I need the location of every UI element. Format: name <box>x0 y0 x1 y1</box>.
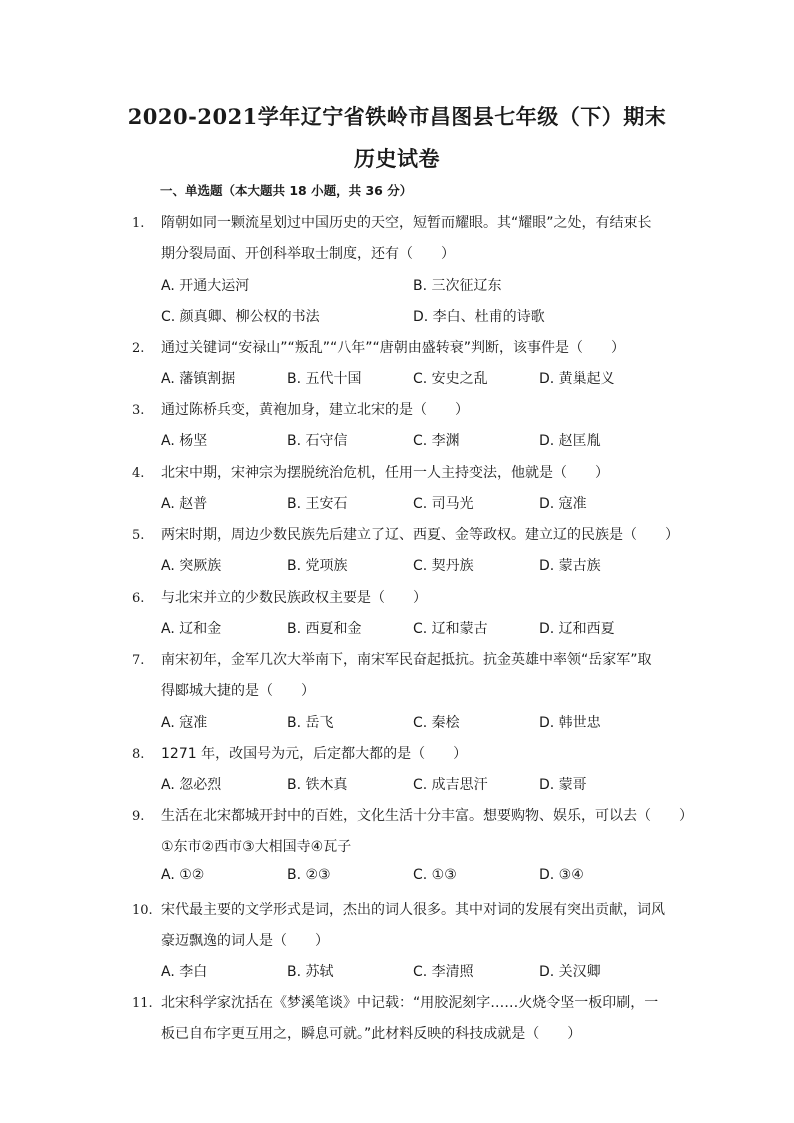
option-a: A. 藩镇割据 <box>161 371 236 387</box>
option-b: B. 王安石 <box>287 496 348 512</box>
question-text: 宋代最主要的文学形式是词，杰出的词人很多。其中对词的发展有突出贡献，词风 <box>161 902 665 918</box>
question-number: 4. <box>132 466 145 481</box>
question-text: 通过关键词“安禄山”“叛乱”“八年”“唐朝由盛转衰”判断，该事件是（ ） <box>161 340 626 356</box>
option-a: A. 突厥族 <box>161 558 222 574</box>
option-c: C. 颜真卿、柳公权的书法 <box>161 309 320 325</box>
question-number: 3. <box>132 403 145 418</box>
option-c: C. 契丹族 <box>413 558 474 574</box>
question-number: 2. <box>132 341 145 356</box>
question-number: 10. <box>132 903 153 918</box>
option-c: C. 辽和蒙古 <box>413 621 488 637</box>
option-b: B. 铁木真 <box>287 777 348 793</box>
question-text: 南宋初年，金军几次大举南下，南宋军民奋起抵抗。抗金英雄中率领“岳家军”取 <box>161 652 652 668</box>
question-number: 5. <box>132 528 145 543</box>
option-d: D. 赵匡胤 <box>539 433 601 449</box>
question-text: 北宋中期，宋神宗为摆脱统治危机，任用一人主持变法，他就是（ ） <box>161 465 609 481</box>
option-a: A. 李白 <box>161 964 208 980</box>
question-text: 隋朝如同一颗流星划过中国历史的天空，短暂而耀眼。其“耀眼”之处，有结束长 <box>161 215 652 231</box>
option-c: C. 秦桧 <box>413 715 460 731</box>
exam-title-line2: 历史试卷 <box>354 146 440 171</box>
option-d: D. 李白、杜甫的诗歌 <box>413 309 545 325</box>
question-number: 7. <box>132 653 145 668</box>
option-b: B. 岳飞 <box>287 715 334 731</box>
option-a: A. ①② <box>161 867 205 883</box>
question-text: 1271 年，改国号为元，后定都大都的是（ ） <box>161 746 468 762</box>
option-b: B. ②③ <box>287 867 331 883</box>
option-a: A. 辽和金 <box>161 621 222 637</box>
option-a: A. 赵普 <box>161 496 208 512</box>
option-d: D. 蒙哥 <box>539 777 587 793</box>
option-b: B. 党项族 <box>287 558 348 574</box>
option-c: C. 李清照 <box>413 964 474 980</box>
option-a: A. 开通大运河 <box>161 278 250 294</box>
section-heading: 一、单选题（本大题共 18 小题，共 36 分） <box>160 183 413 198</box>
question-number: 9. <box>132 809 145 824</box>
question-text: 得郾城大捷的是（ ） <box>161 683 315 699</box>
option-a: A. 杨坚 <box>161 433 208 449</box>
question-text: 板已自布字更互用之，瞬息可就。”此材料反映的科技成就是（ ） <box>161 1026 582 1042</box>
option-d: D. 辽和西夏 <box>539 621 615 637</box>
option-b: B. 三次征辽东 <box>413 278 502 294</box>
option-c: C. 成吉思汗 <box>413 777 488 793</box>
option-a: A. 寇准 <box>161 715 208 731</box>
option-a: A. 忽必烈 <box>161 777 222 793</box>
option-b: B. 苏轼 <box>287 964 334 980</box>
question-number: 11. <box>132 996 153 1011</box>
option-d: D. ③④ <box>539 867 584 883</box>
question-text: 通过陈桥兵变，黄袍加身，建立北宋的是（ ） <box>161 402 469 418</box>
question-text: 期分裂局面、开创科举取士制度，还有（ ） <box>161 246 455 262</box>
option-c: C. 司马光 <box>413 496 474 512</box>
question-text: 与北宋并立的少数民族政权主要是（ ） <box>161 590 427 606</box>
question-number: 6. <box>132 591 145 606</box>
option-d: D. 韩世忠 <box>539 715 601 731</box>
option-b: B. 石守信 <box>287 433 348 449</box>
option-d: D. 寇准 <box>539 496 587 512</box>
question-text: 豪迈飘逸的词人是（ ） <box>161 933 329 949</box>
option-c: C. ①③ <box>413 867 457 883</box>
option-b: B. 西夏和金 <box>287 621 362 637</box>
question-number: 1. <box>132 216 145 231</box>
question-number: 8. <box>132 747 145 762</box>
question-text: 北宋科学家沈括在《梦溪笔谈》中记载：“用胶泥刻字……火烧令坚一板印刷，一 <box>161 995 659 1011</box>
option-d: D. 蒙古族 <box>539 558 601 574</box>
question-text: 两宋时期，周边少数民族先后建立了辽、西夏、金等政权。建立辽的民族是（ ） <box>161 527 679 543</box>
option-c: C. 李渊 <box>413 433 460 449</box>
option-d: D. 关汉卿 <box>539 964 601 980</box>
option-c: C. 安史之乱 <box>413 371 488 387</box>
exam-title-line1: 2020-2021学年辽宁省铁岭市昌图县七年级（下）期末 <box>127 104 667 129</box>
question-text: 生活在北宋都城开封中的百姓，文化生活十分丰富。想要购物、娱乐，可以去（ ） <box>161 808 693 824</box>
option-d: D. 黄巢起义 <box>539 371 615 387</box>
question-text: ①东市②西市③大相国寺④瓦子 <box>161 839 352 855</box>
option-b: B. 五代十国 <box>287 371 362 387</box>
